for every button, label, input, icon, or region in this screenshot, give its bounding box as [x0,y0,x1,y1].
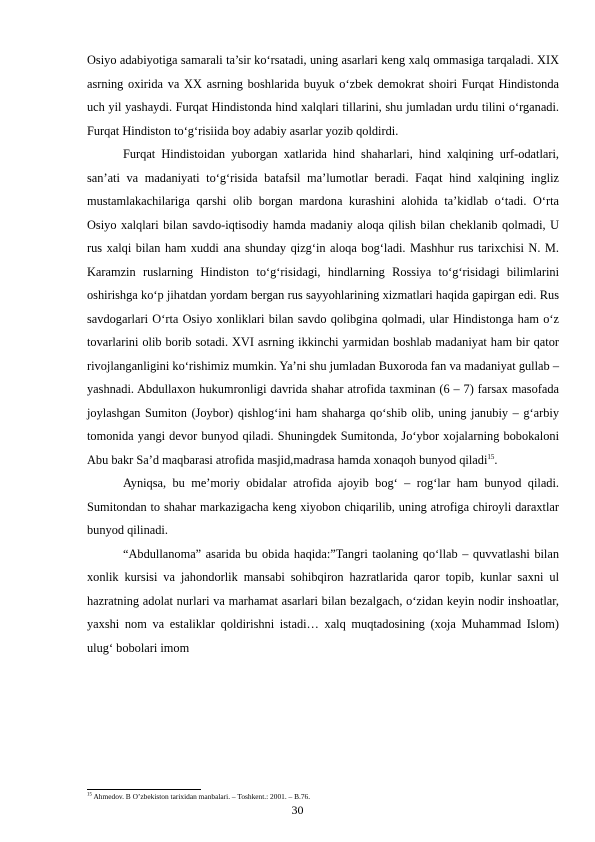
paragraph-1-text: Osiyo adabiyotiga samarali ta’sir ko‘rsatadi, uning asarlari keng xalq ommasiga tarqaladi. XIX asrning oxirida va XX asrning boshlarida buyuk o‘zbek demokrat shoiri Furqat Hindistonda uch yil yashaydi. Furqat Hindistonda hind xalqlari tillarini, shu jumladan urdu tilini o‘rganadi. Furqat Hindiston to‘g‘risiida boy adabiy asarlar yozib qoldirdi. [87,53,559,138]
footnote-divider [87,789,201,790]
paragraph-4-text: “Abdullanoma” asarida bu obida haqida:”Tangri taolaning qo‘llab – quvvatlashi bilan xonlik kursisi va jahondorlik mansabi sohibqiron hazratlarida qaror topib, kunlar saxni ul hazratning adolat nurlari va marhamat asarlari bilan bezalgach, o‘zidan keyin nodir inshoatlar, yaxshi nom va estaliklar qoldirishni istadi… xalq muqtadosining (xoja Muhammad Islom) ulug‘ bobolari imom [87,546,559,655]
paragraph-2 [87,143,559,472]
paragraph-3 [87,472,559,543]
paragraph-2-text: Furqat Hindistoidan yuborgan xatlarida hind shaharlari, hind xalqining urf-odatlari, san’ati va madaniyati to‘g‘risida batafsil ma’lumotlar beradi. Faqat hind xalqining ingliz mustamlakachilariga qarshi olib borgan mardona kurashini alohida ta’kidlab o‘tadi. O‘rta Osiyo xalqlari bilan savdo-iqtisodiy hamda madaniy aloqa qilish bilan cheklanib qolmadi, U rus xalqi bilan ham xuddi ana shunday qizg‘in aloqa bog‘ladi. Mashhur rus tarixchisi N. M. Karamzin ruslarning Hindiston to‘g‘risidagi, hindlarning Rossiya to‘g‘risidagi bilimlarini oshirishga ko‘p jihatdan yordam bergan rus sayyohlarining xizmatlari haqida gapirgan edi. Rus savdogarlari O‘rta Osiyo xonliklari bilan savdo qolibgina qolmadi, ular Hindistonga ham o‘z tovarlarini olib borib sotadi. XVI asrning ikkinchi yarmidan boshlab madaniyat ham bir qator rivojlanganligini ko‘rishimiz mumkin. Ya’ni shu jumladan Buxoroda fan va madaniyat gullab – yashnadi. Abdullaxon hukumronligi davrida shahar atrofida taxminan (6 – 7) farsax masofada joylashgan Sumiton (Joybor) qishlog‘ini ham shaharga qo‘shib olib, uning janubiy – g‘arbiy tomonida yangi devor bunyod qiladi. Shuningdek Sumitonda, Jo‘ybor xojalarning bobokaloni Abu bakr Sa’d maqbarasi atrofida masjid,madrasa hamda xonaqoh bunyod qiladi [87,147,559,467]
footnote [87,792,310,802]
footnote-text: Ahmedov. B O’zbekiston tarixidan manbalari. – Toshkent.: 2001. – B.76. [92,792,311,801]
footnote-number: 15 [87,792,92,798]
paragraph-1 [87,49,559,143]
page-number: 30 [291,803,304,817]
paragraph-2-tail: . [494,452,498,467]
page-body [87,49,559,660]
paragraph-4 [87,543,559,661]
paragraph-3-text: Ayniqsa, bu me’moriy obidalar atrofida ajoyib bog‘ – rog‘lar ham bunyod qiladi. Sumitondan to shahar markazigacha keng xiyobon chiqarilib, uning atrofiga chiroyli daraxtlar bunyod qilinadi. [87,476,559,537]
footnote-reference[interactable]: 15 [487,452,495,461]
